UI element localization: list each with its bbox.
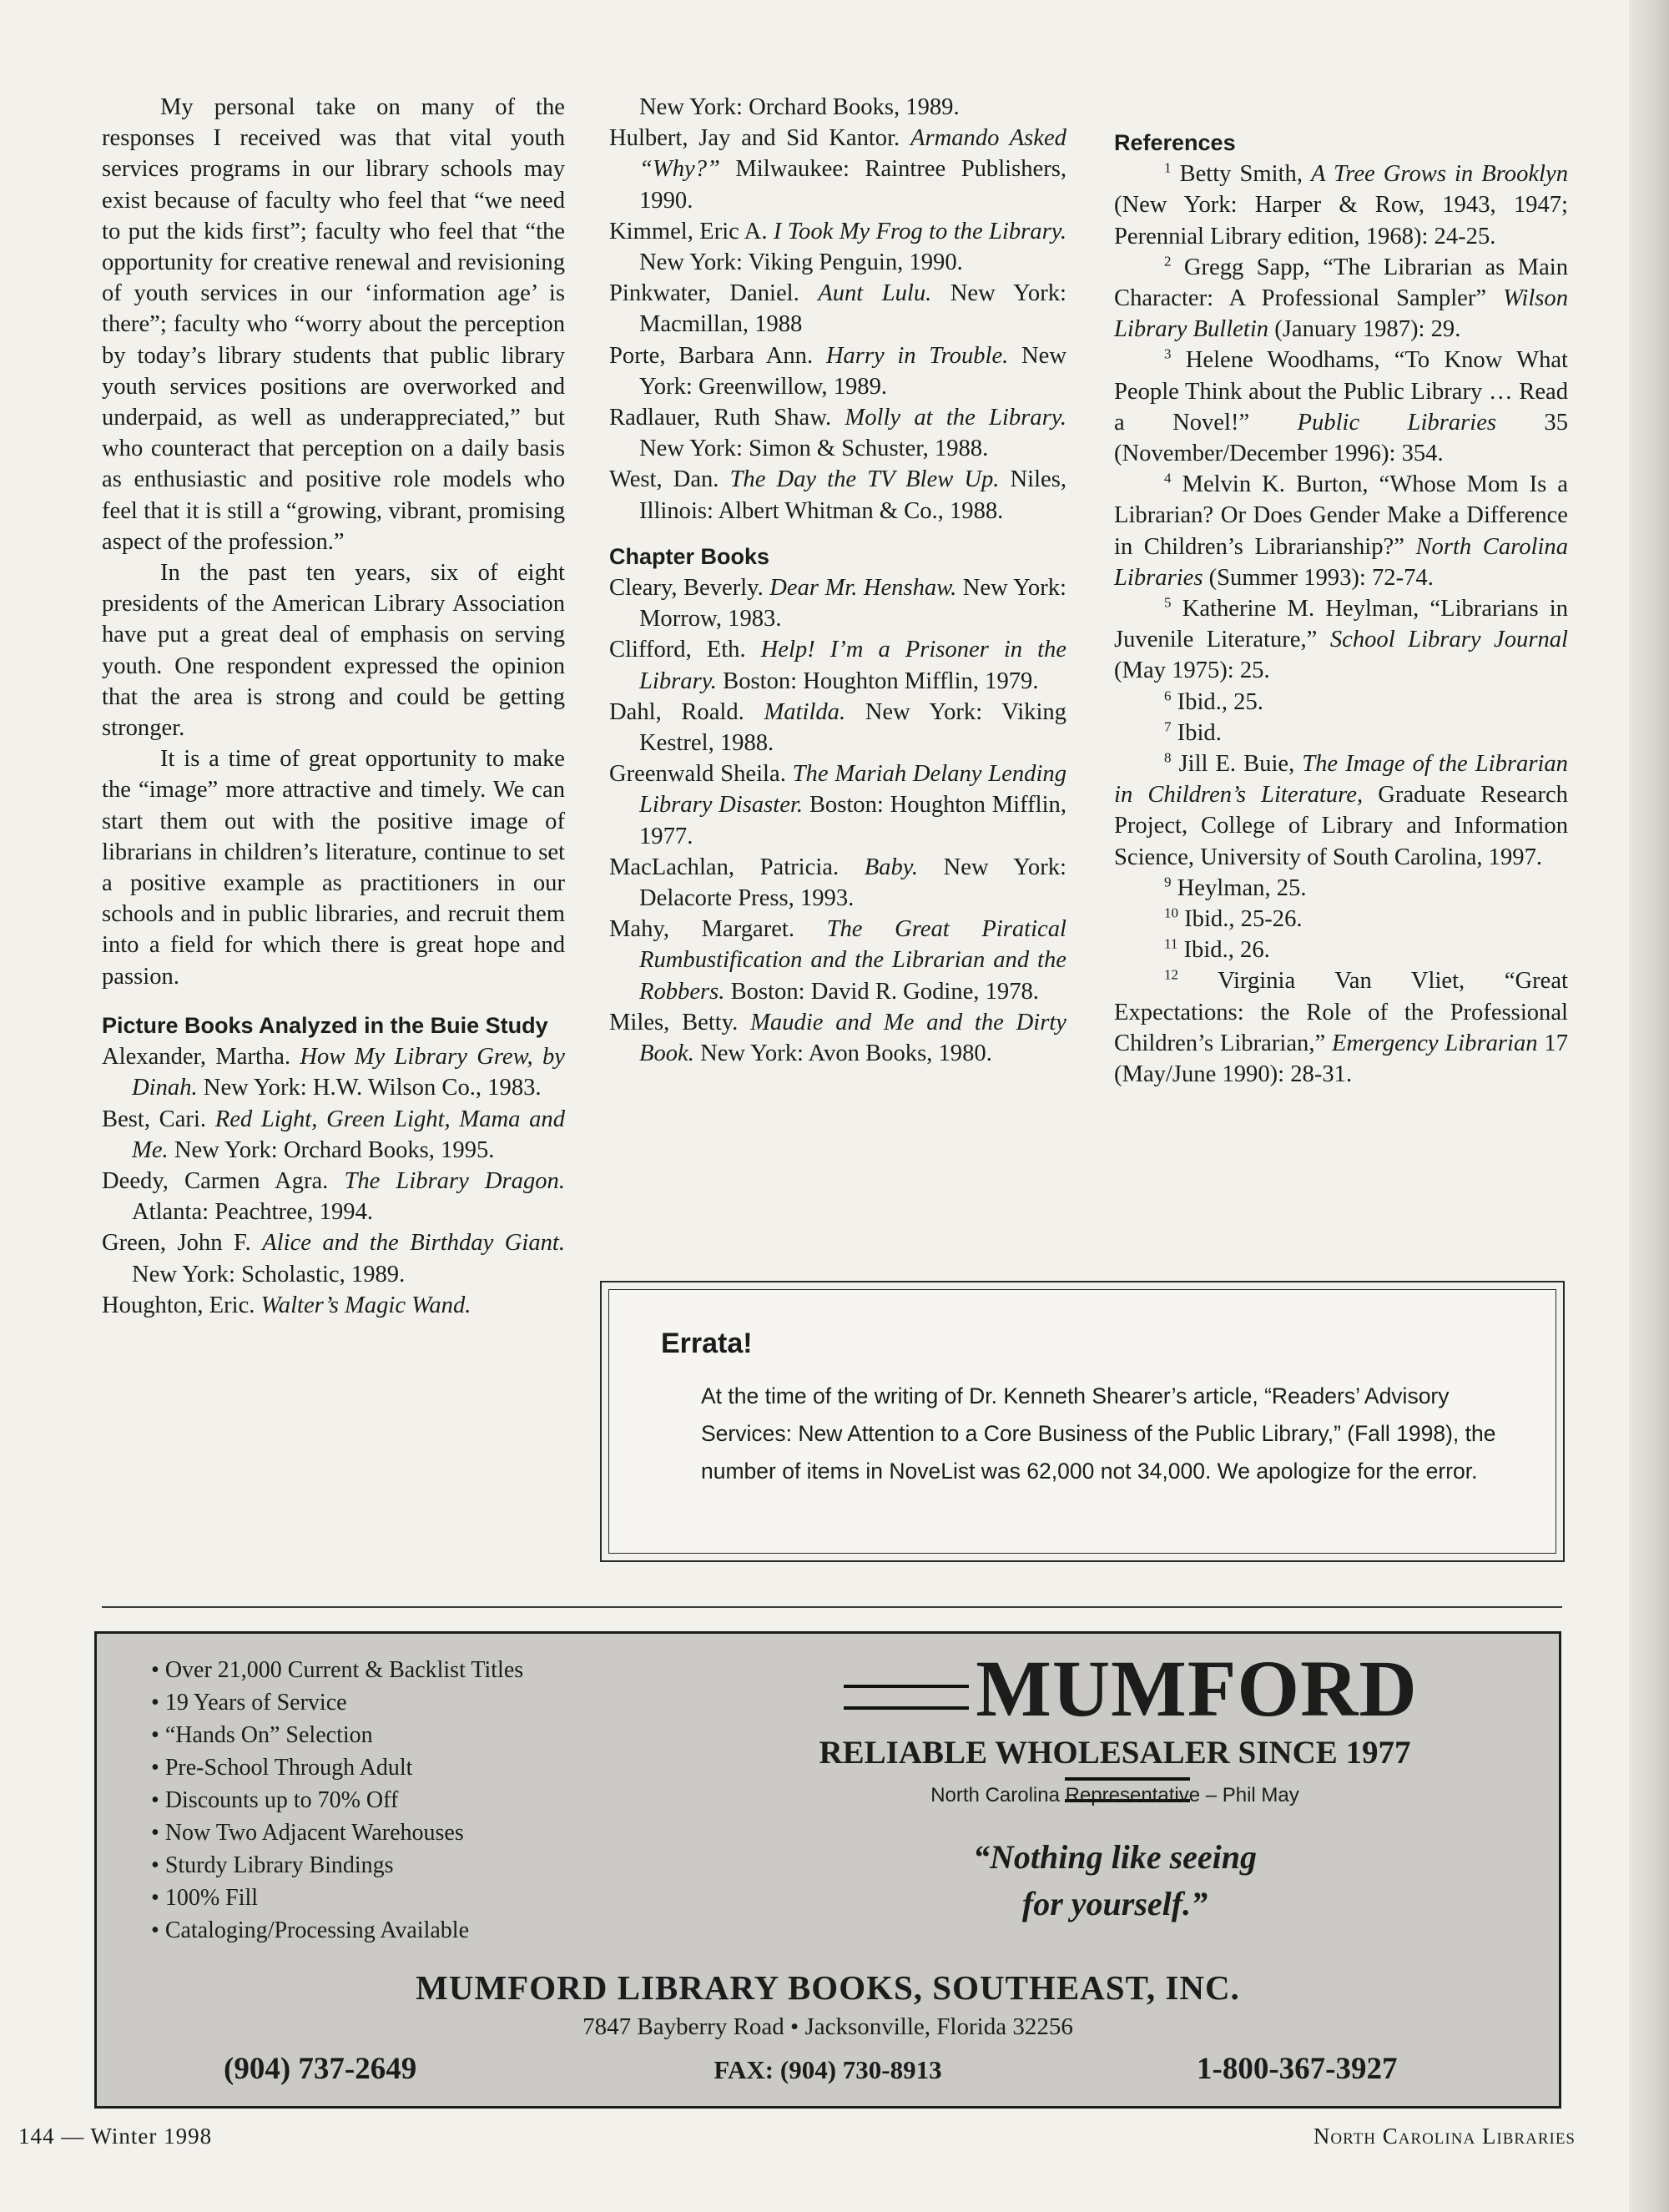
reference-text: Ibid., 26. [1183, 937, 1270, 964]
bibliography-entry [102, 1104, 565, 1166]
entry-author: Alexander, Martha. [102, 1044, 291, 1071]
folio-left: 144 — Winter 1998 [18, 2124, 213, 2149]
ad-feature-item: • Pre-School Through Adult [151, 1751, 523, 1784]
entry-publication: Niles, Illinois: Albert Whitman & Co., 1988. [639, 466, 1066, 524]
entry-publication: New York: Viking Kestrel, 1988. [639, 698, 1066, 757]
bibliography-entry [609, 216, 1066, 278]
mumford-advertisement [94, 1631, 1561, 2109]
page-edge-shadow [1629, 0, 1669, 2212]
ad-phone: (904) 737-2649 [224, 2052, 417, 2086]
reference-text: Ibid. [1177, 719, 1222, 746]
entry-author: Porte, Barbara Ann. [609, 342, 814, 369]
ad-feature-item: • Discounts up to 70% Off [151, 1784, 523, 1816]
reference-source: Emergency Librarian [1331, 1030, 1538, 1056]
entry-author: MacLachlan, Patricia. [609, 854, 840, 880]
reference-item [1114, 345, 1568, 469]
entry-publication: New York: Morrow, 1983. [639, 575, 1066, 632]
entry-title: I Took My Frog to the Library. [773, 218, 1066, 244]
reference-number: 12 [1164, 966, 1178, 983]
bibliography-entry [609, 123, 1066, 216]
reference-item [1114, 687, 1568, 718]
reference-item [1114, 593, 1568, 687]
reference-item [1114, 935, 1568, 965]
entry-publication: Boston: David R. Godine, 1978. [730, 978, 1039, 1005]
bibliography-entry [102, 1041, 565, 1103]
brand-name: MUMFORD [976, 1644, 1418, 1733]
column-1 [102, 92, 565, 1321]
reference-number: 2 [1164, 253, 1172, 270]
entry-title: Walter’s Magic Wand. [260, 1292, 471, 1318]
ad-feature-item: • Sturdy Library Bindings [151, 1849, 523, 1882]
reference-number: 8 [1164, 749, 1172, 766]
entry-publication: New York: Simon & Schuster, 1988. [639, 436, 989, 462]
entry-author: Best, Cari. [102, 1106, 207, 1132]
entry-publication: New York: Macmillan, 1988 [639, 280, 1066, 338]
reference-item [1114, 159, 1568, 252]
entry-publication: New York: Orchard Books, 1995. [174, 1136, 495, 1163]
ad-quote-line-1: “Nothing like seeing [972, 1838, 1258, 1876]
reference-text: Betty Smith, [1179, 161, 1311, 188]
entry-author: Houghton, Eric. [102, 1292, 255, 1318]
entry-author: Cleary, Beverly. [609, 575, 764, 602]
reference-item [1114, 469, 1568, 593]
paragraph: My personal take on many of the responses I received was that vital youth services programs in our library schools may exist because of faculty who feel that “we need to put the kids first”; faculty who feel that “the opportunity for creative renewal and revisioning of youth services in our ‘information age’ is there”; faculty who “worry about the perception by today’s library students that public library youth services positions are overworked and underpaid, as well as underappreciated,” but who counteract that perception on a daily basis as enthusiastic and positive role models who feel that it is still a “growing, vibrant, promising aspect of the profession.” [102, 94, 565, 555]
ad-feature-item: • 100% Fill [151, 1882, 523, 1914]
ad-feature-item: • 19 Years of Service [151, 1686, 523, 1719]
reference-number: 11 [1164, 935, 1178, 952]
reference-item [1114, 718, 1568, 748]
reference-source: The Image of the Librarian in Children’s Literature, [1114, 751, 1568, 809]
reference-text: Virginia Van Vliet, “Great Expectations: the Role of the Professional Children’s Librarian,” [1114, 968, 1568, 1056]
entry-publication: New York: Avon Books, 1980. [700, 1040, 992, 1067]
entry-title: Dear Mr. Henshaw. [769, 575, 957, 602]
entry-author: Clifford, Eth. [609, 637, 746, 663]
references-heading: References [1114, 130, 1236, 155]
reference-source: Wilson Library Bulletin [1114, 285, 1568, 343]
reference-source: School Library Journal [1329, 627, 1568, 653]
reference-number: 3 [1164, 345, 1172, 362]
errata-body: At the time of the writing of Dr. Kenneth Shearer’s article, “Readers’ Advisory Services: New Attention to a Core Business of the Public Library,” (Fall 1998), the number of items in NoveList was 62,000 not 34,000. We apologize for the error. [701, 1383, 1496, 1484]
ad-feature-item: • Cataloging/Processing Available [151, 1914, 523, 1947]
reference-text: Katherine M. Heylman, “Librarians in Juvenile Literature,” [1114, 596, 1568, 653]
entry-publication: Boston: Houghton Mifflin, 1979. [723, 668, 1039, 694]
reference-text: Ibid., 25. [1177, 688, 1263, 715]
reference-source: A Tree Grows in Brooklyn [1311, 161, 1568, 188]
bibliography-entry [609, 634, 1066, 696]
errata-title: Errata! [661, 1328, 753, 1359]
entry-author: Pinkwater, Daniel. [609, 280, 799, 307]
entry-title: Maudie and Me and the Dirty Book. [639, 1009, 1066, 1067]
reference-details: (January 1987): 29. [1268, 316, 1461, 343]
entry-title: The Library Dragon. [344, 1167, 565, 1194]
picture-books-heading: Picture Books Analyzed in the Buie Study [102, 1012, 548, 1038]
reference-item [1114, 873, 1568, 904]
entry-publication: Milwaukee: Raintree Publishers, 1990. [639, 156, 1066, 214]
bibliography-entry [609, 572, 1066, 634]
entry-author: Deedy, Carmen Agra. [102, 1167, 329, 1194]
folio-right: North Carolina Libraries [1313, 2124, 1576, 2149]
reference-number: 5 [1164, 594, 1172, 611]
bibliography-entry [609, 697, 1066, 758]
reference-number: 7 [1164, 718, 1172, 735]
continued-publication: New York: Orchard Books, 1989. [639, 94, 960, 120]
reference-number: 10 [1164, 904, 1178, 921]
paragraph: It is a time of great opportunity to make the “image” more attractive and timely. We can start them out with the positive image of librarians in children’s literature, continue to set a positive example as practitioners in our schools and in public libraries, and recruit them into a field for which there is great hope and passion. [102, 746, 565, 990]
reference-details: (New York: Harper & Row, 1943, 1947; Perennial Library edition, 1968): 24-25. [1114, 192, 1568, 249]
entry-author: Miles, Betty. [609, 1009, 739, 1035]
reference-number: 1 [1164, 159, 1172, 176]
reference-item [1114, 904, 1568, 935]
bibliography-entry [609, 278, 1066, 340]
ad-feature-list [151, 1654, 523, 1947]
bibliography-entry [609, 914, 1066, 1007]
bibliography-entry [609, 340, 1066, 402]
entry-title: Help! I’m a Prisoner in the Library. [639, 637, 1067, 694]
reference-number: 4 [1164, 470, 1172, 486]
reference-item [1114, 748, 1568, 873]
entry-title: Matilda. [764, 698, 846, 725]
entry-publication: New York: Scholastic, 1989. [132, 1261, 406, 1287]
column-3 [1114, 128, 1568, 1090]
entry-author: Hulbert, Jay and Sid Kantor. [609, 125, 900, 152]
entry-publication: New York: H.W. Wilson Co., 1983. [203, 1075, 542, 1101]
ad-fax: FAX: (904) 730-8913 [713, 2055, 942, 2084]
entry-author: Dahl, Roald. [609, 698, 744, 725]
reference-text: Helene Woodhams, “To Know What People Think about the Public Library … Read a Novel!” [1114, 347, 1569, 436]
reference-details: 17 (May/June 1990): 28-31. [1114, 1030, 1568, 1088]
reference-item [1114, 252, 1568, 345]
reference-source: North Carolina Libraries [1114, 533, 1568, 591]
entry-author: Green, John F. [102, 1230, 251, 1257]
bibliography-entry [102, 1290, 565, 1321]
bibliography-entry [609, 402, 1066, 464]
errata-box [600, 1281, 1565, 1562]
paragraph: In the past ten years, six of eight presidents of the American Library Association have put a great deal of emphasis on serving youth. One respondent expressed the opinion that the area is strong and could be getting stronger. [102, 560, 565, 742]
entry-title: How My Library Grew, by Dinah. [132, 1044, 565, 1101]
entry-author: Radlauer, Ruth Shaw. [609, 405, 832, 431]
entry-publication: New York: Viking Penguin, 1990. [639, 249, 963, 276]
reference-text: Jill E. Buie, [1178, 751, 1303, 778]
picture-books-list-cont [609, 123, 1066, 527]
reference-details: 35 (November/December 1996): 354. [1114, 409, 1568, 467]
chapter-books-heading: Chapter Books [609, 543, 770, 569]
bibliography-entry [609, 852, 1066, 914]
ad-feature-item: • Now Two Adjacent Warehouses [151, 1816, 523, 1849]
reference-source: Public Libraries [1297, 409, 1497, 436]
ad-feature-item: • Over 21,000 Current & Backlist Titles [151, 1654, 523, 1686]
references-list [1114, 159, 1568, 1090]
picture-books-list [102, 1041, 565, 1321]
bibliography-entry [609, 758, 1066, 852]
ad-tollfree: 1-800-367-3927 [1197, 2052, 1398, 2086]
entry-title: Alice and the Birthday Giant. [262, 1230, 566, 1257]
reference-text: Ibid., 25-26. [1184, 906, 1303, 933]
bibliography-entry [102, 1166, 565, 1227]
reference-details: (Summer 1993): 72-74. [1203, 564, 1434, 591]
entry-author: Greenwald Sheila. [609, 761, 786, 788]
ad-quote [831, 1834, 1399, 1927]
errata-inner-frame [608, 1289, 1556, 1554]
ad-quote-line-2: for yourself.” [1021, 1885, 1208, 1922]
reference-text: Gregg Sapp, “The Librarian as Main Character: A Professional Sampler” [1114, 254, 1568, 312]
entry-title: Red Light, Green Light, Mama and Me. [132, 1106, 565, 1163]
bibliography-entry [609, 464, 1066, 526]
reference-item [1114, 965, 1568, 1090]
bibliography-entry [102, 1227, 565, 1289]
brand-rule-left [844, 1685, 969, 1710]
entry-publication: Boston: Houghton Mifflin, 1977. [639, 792, 1066, 849]
entry-title: Molly at the Library. [845, 405, 1066, 431]
reference-details: Graduate Research Project, College of Library and Information Science, University of South Carolina, 1997. [1114, 782, 1568, 870]
entry-title: The Day the TV Blew Up. [729, 466, 1000, 493]
entry-publication: New York: Greenwillow, 1989. [639, 342, 1067, 400]
column-2 [609, 92, 1066, 1069]
entry-title: Armando Asked “Why?” [639, 125, 1066, 183]
bibliography-entry [609, 1007, 1066, 1069]
entry-publication: New York: Delacorte Press, 1993. [639, 854, 1066, 912]
ad-feature-item: • “Hands On” Selection [151, 1719, 523, 1751]
ad-address: 7847 Bayberry Road • Jacksonville, Florida 32256 [582, 2013, 1073, 2040]
section-divider [102, 1606, 1562, 1608]
entry-title: Aunt Lulu. [818, 280, 932, 307]
chapter-books-list [609, 572, 1066, 1069]
entry-author: Mahy, Margaret. [609, 916, 795, 943]
entry-title: Baby. [864, 854, 919, 880]
reference-text: Heylman, 25. [1177, 874, 1307, 901]
entry-publication: Atlanta: Peachtree, 1994. [132, 1199, 374, 1226]
ad-tagline: RELIABLE WHOLESALER SINCE 1977 [819, 1735, 1411, 1771]
reference-details: (May 1975): 25. [1114, 658, 1270, 684]
entry-title: The Great Piratical Rumbustification and the Librarian and the Robbers. [639, 916, 1066, 1005]
ad-company-name: MUMFORD LIBRARY BOOKS, SOUTHEAST, INC. [416, 1968, 1240, 2007]
entry-author: Kimmel, Eric A. [609, 218, 768, 244]
reference-number: 9 [1164, 874, 1172, 890]
entry-title: Harry in Trouble. [825, 342, 1009, 369]
entry-author: West, Dan. [609, 466, 719, 493]
ad-representative: North Carolina Representative – Phil May [930, 1784, 1299, 1806]
reference-number: 6 [1164, 688, 1172, 704]
entry-title: The Mariah Delany Lending Library Disaster. [639, 761, 1067, 819]
reference-text: Melvin K. Burton, “Whose Mom Is a Librarian? Or Does Gender Make a Difference in Children’s Librarianship?” [1114, 471, 1568, 560]
